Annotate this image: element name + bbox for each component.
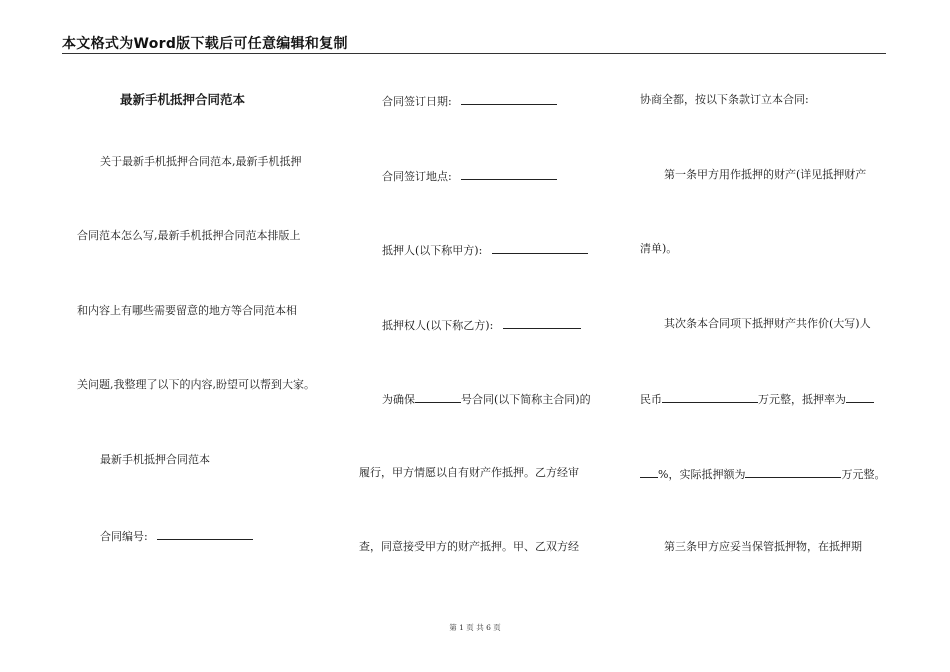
valuation-blank bbox=[662, 391, 758, 403]
contract-number-blank bbox=[157, 528, 253, 540]
sign-place-row bbox=[382, 168, 557, 184]
sign-date-blank bbox=[461, 93, 557, 105]
rate-blank-start bbox=[846, 391, 874, 403]
page-header-title: 本文格式为Word版下载后可任意编辑和复制 bbox=[62, 36, 348, 52]
mortgagee-blank bbox=[503, 317, 581, 329]
intro-line-3: 和内容上有哪些需要留意的地方等合同范本相 bbox=[77, 304, 297, 317]
header-divider bbox=[62, 53, 886, 54]
article-2-mid: 万元整，抵押率为 bbox=[758, 393, 846, 406]
mortgagee-row bbox=[382, 317, 581, 333]
page-footer: 第 1 页 共 6 页 bbox=[449, 623, 501, 632]
mortgagor-blank bbox=[492, 242, 588, 254]
article-1-line-1: 第一条甲方用作抵押的财产(详见抵押财产 bbox=[664, 168, 867, 181]
intro-line-2: 合同范本怎么写,最新手机抵押合同范本排版上 bbox=[77, 229, 301, 242]
contract-number-row bbox=[100, 528, 253, 544]
document-title: 最新手机抵押合同范本 bbox=[120, 92, 246, 107]
consult-line: 协商全都，按以下条款订立本合同: bbox=[640, 93, 809, 106]
actual-amount-blank bbox=[745, 466, 841, 478]
secure-row bbox=[382, 391, 591, 407]
article-3-line: 第三条甲方应妥当保管抵押物，在抵押期 bbox=[664, 540, 862, 553]
main-contract-no-blank bbox=[415, 391, 461, 403]
sign-place-label: 合同签订地点: bbox=[382, 170, 452, 183]
perform-line: 履行，甲方情愿以自有财产作抵押。乙方经审 bbox=[359, 466, 579, 479]
rate-blank-end bbox=[640, 466, 658, 478]
section-subtitle: 最新手机抵押合同范本 bbox=[100, 453, 210, 466]
mortgagor-label: 抵押人(以下称甲方): bbox=[382, 244, 483, 257]
article-2-suffix: 万元整。 bbox=[841, 468, 886, 481]
contract-number-label: 合同编号: bbox=[100, 530, 148, 543]
intro-line-4: 关问题,我整理了以下的内容,盼望可以帮到大家。 bbox=[77, 378, 315, 391]
article-2-rate-text: %，实际抵押额为 bbox=[658, 468, 746, 481]
sign-place-blank bbox=[461, 168, 557, 180]
secure-prefix: 为确保 bbox=[382, 393, 415, 406]
article-2-line-2 bbox=[640, 391, 874, 407]
secure-suffix: 号合同(以下简称主合同)的 bbox=[461, 393, 591, 406]
mortgagee-label: 抵押权人(以下称乙方): bbox=[382, 319, 494, 332]
sign-date-row bbox=[382, 93, 557, 109]
mortgagor-row bbox=[382, 242, 588, 258]
article-2-prefix: 民币 bbox=[640, 393, 662, 406]
article-1-line-2: 清单)。 bbox=[640, 242, 678, 255]
sign-date-label: 合同签订日期: bbox=[382, 95, 452, 108]
article-2-line-1: 其次条本合同项下抵押财产共作价(大写)人 bbox=[664, 317, 871, 330]
article-2-line-3 bbox=[640, 466, 885, 482]
review-line: 查，同意接受甲方的财产抵押。甲、乙双方经 bbox=[359, 540, 579, 553]
intro-line-1: 关于最新手机抵押合同范本,最新手机抵押 bbox=[100, 155, 302, 168]
